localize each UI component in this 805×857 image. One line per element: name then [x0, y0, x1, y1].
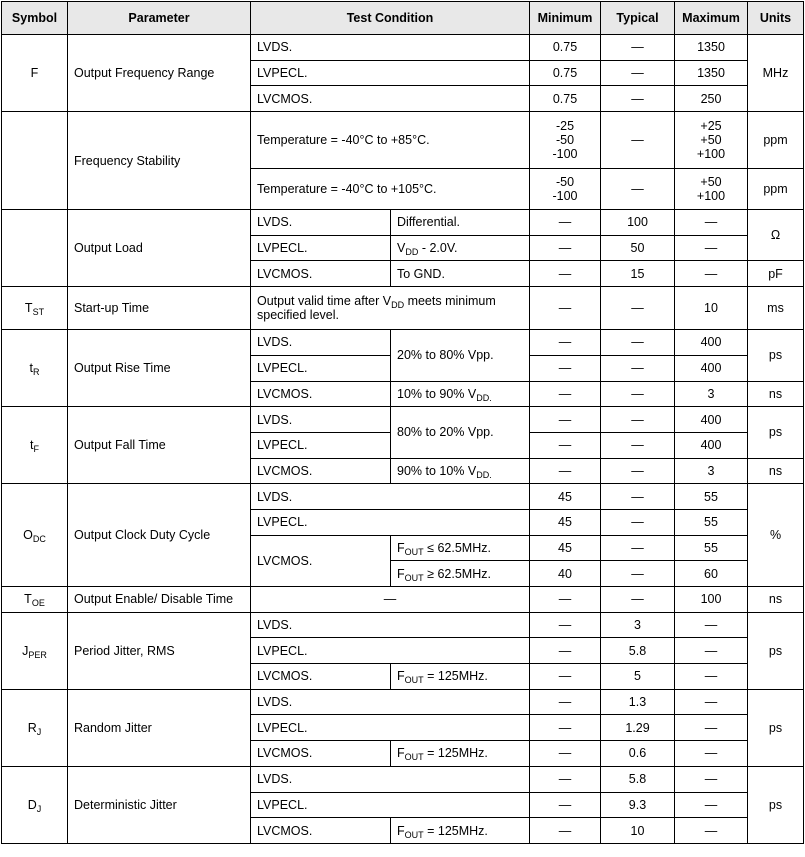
maximum-cell: —	[675, 612, 748, 638]
maximum-cell: —	[675, 638, 748, 664]
condition-cell: LVDS.	[251, 484, 530, 510]
typical-cell: —	[601, 535, 675, 561]
maximum-cell: 55	[675, 535, 748, 561]
table-row	[2, 210, 804, 236]
typical-cell: —	[601, 287, 675, 330]
typical-cell: 3	[601, 612, 675, 638]
table-row	[2, 689, 804, 715]
typical-cell: —	[601, 458, 675, 484]
symbol-cell: $R_J$	[2, 689, 68, 766]
parameter-cell: Output Clock Duty Cycle	[68, 484, 251, 587]
minimum-cell: —	[530, 587, 601, 613]
maximum-cell: 400	[675, 330, 748, 356]
condition-detail-cell: 20% to 80% Vpp.	[391, 330, 530, 381]
table-row	[2, 612, 804, 638]
maximum-cell: —	[675, 818, 748, 844]
parameter-cell: Period Jitter, RMS	[68, 612, 251, 689]
units-cell: ns	[748, 587, 804, 613]
header-symbol: Symbol	[2, 2, 68, 35]
condition-cell: LVDS.	[251, 689, 530, 715]
minimum-cell: —	[530, 638, 601, 664]
table-row	[2, 112, 804, 169]
condition-cell: LVPECL.	[251, 715, 530, 741]
condition-detail-cell: $F_{OUT} = 125MHz$.	[391, 741, 530, 767]
symbol-cell	[2, 35, 68, 112]
typical-cell: —	[601, 561, 675, 587]
condition-cell: LVPECL.	[251, 792, 530, 818]
parameter-cell: Output Fall Time	[68, 407, 251, 484]
condition-cell: LVPECL.	[251, 60, 530, 86]
condition-cell: LVDS.	[251, 407, 391, 433]
typical-cell: 1.29	[601, 715, 675, 741]
minimum-cell: —	[530, 741, 601, 767]
typical-cell: —	[601, 587, 675, 613]
units-cell: ps	[748, 612, 804, 689]
minimum-cell: —	[530, 210, 601, 236]
symbol-cell: $D_J$	[2, 766, 68, 843]
header-test-condition: Test Condition	[251, 2, 530, 35]
minimum-cell: —	[530, 355, 601, 381]
typical-cell: 9.3	[601, 792, 675, 818]
maximum-cell: —	[675, 689, 748, 715]
maximum-cell: —	[675, 766, 748, 792]
maximum-cell: 400	[675, 355, 748, 381]
condition-detail-cell: $F_{OUT} \le 62.5MHz$.	[391, 535, 530, 561]
condition-cell: LVCMOS.	[251, 458, 391, 484]
minimum-cell: —	[530, 766, 601, 792]
table-row	[2, 35, 804, 61]
condition-cell: Temperature = -40°C to +85°C.	[251, 112, 530, 169]
maximum-cell: —	[675, 210, 748, 236]
maximum-cell: —	[675, 741, 748, 767]
condition-detail-cell: 80% to 20% Vpp.	[391, 407, 530, 458]
condition-cell: LVCMOS.	[251, 261, 391, 287]
minimum-cell: -50 -100	[530, 169, 601, 210]
condition-detail-cell: To GND.	[391, 261, 530, 287]
specifications-table	[1, 1, 804, 844]
symbol-cell: $O_{DC}$	[2, 484, 68, 587]
typical-cell: 15	[601, 261, 675, 287]
symbol-cell	[2, 112, 68, 210]
maximum-cell: 1350	[675, 35, 748, 61]
condition-cell: Output valid time after $V_{DD}$ meets minimum specified level.	[251, 287, 530, 330]
minimum-cell: —	[530, 818, 601, 844]
minimum-cell: 0.75	[530, 35, 601, 61]
units-cell: ps	[748, 689, 804, 766]
maximum-cell: +50 +100	[675, 169, 748, 210]
parameter-cell: Output Frequency Range	[68, 35, 251, 112]
typical-cell: 0.6	[601, 741, 675, 767]
header-minimum: Minimum	[530, 2, 601, 35]
typical-cell: 5.8	[601, 766, 675, 792]
minimum-cell: 40	[530, 561, 601, 587]
typical-cell: —	[601, 484, 675, 510]
table-row	[2, 287, 804, 330]
units-cell: ppm	[748, 112, 804, 169]
symbol-cell: $T_{OE}$	[2, 587, 68, 613]
typical-cell: —	[601, 355, 675, 381]
minimum-cell: —	[530, 458, 601, 484]
header-maximum: Maximum	[675, 2, 748, 35]
minimum-cell: —	[530, 407, 601, 433]
condition-cell: LVCMOS.	[251, 381, 391, 407]
minimum-cell: —	[530, 330, 601, 356]
typical-cell: —	[601, 509, 675, 535]
condition-cell: Temperature = -40°C to +105°C.	[251, 169, 530, 210]
units-cell: MHz	[748, 35, 804, 112]
typical-cell: —	[601, 169, 675, 210]
condition-detail-cell: $F_{OUT} \ge 62.5MHz$.	[391, 561, 530, 587]
condition-cell: LVDS.	[251, 612, 530, 638]
maximum-cell: 400	[675, 407, 748, 433]
condition-cell: LVCMOS.	[251, 535, 391, 586]
minimum-cell: -25 -50 -100	[530, 112, 601, 169]
maximum-cell: 3	[675, 381, 748, 407]
table-row	[2, 407, 804, 433]
maximum-cell: —	[675, 261, 748, 287]
maximum-cell: —	[675, 792, 748, 818]
maximum-cell: —	[675, 235, 748, 261]
condition-cell: LVPECL.	[251, 638, 530, 664]
table-row	[2, 587, 804, 613]
condition-cell: LVDS.	[251, 210, 391, 236]
maximum-cell: 400	[675, 432, 748, 458]
maximum-cell: 10	[675, 287, 748, 330]
condition-cell: LVDS.	[251, 35, 530, 61]
typical-cell: 50	[601, 235, 675, 261]
typical-cell: —	[601, 381, 675, 407]
units-cell: ps	[748, 330, 804, 381]
symbol-text: F	[30, 66, 39, 81]
typical-cell: 5	[601, 664, 675, 690]
typical-cell: —	[601, 35, 675, 61]
table-row	[2, 330, 804, 356]
condition-detail-cell: 10% to 90% $V_{DD.}$	[391, 381, 530, 407]
maximum-cell: 100	[675, 587, 748, 613]
condition-cell: LVPECL.	[251, 432, 391, 458]
typical-cell: —	[601, 86, 675, 112]
condition-cell: LVDS.	[251, 766, 530, 792]
maximum-cell: —	[675, 715, 748, 741]
typical-cell: —	[601, 330, 675, 356]
minimum-cell: —	[530, 689, 601, 715]
typical-cell: 5.8	[601, 638, 675, 664]
maximum-cell: —	[675, 664, 748, 690]
condition-cell: LVCMOS.	[251, 664, 391, 690]
minimum-cell: 45	[530, 509, 601, 535]
maximum-cell: 55	[675, 484, 748, 510]
minimum-cell: —	[530, 664, 601, 690]
parameter-cell: Start-up Time	[68, 287, 251, 330]
symbol-cell	[2, 210, 68, 287]
table-row	[2, 766, 804, 792]
header-typical: Typical	[601, 2, 675, 35]
minimum-cell: —	[530, 792, 601, 818]
maximum-cell: 250	[675, 86, 748, 112]
maximum-cell: 1350	[675, 60, 748, 86]
units-cell: ns	[748, 381, 804, 407]
condition-detail-cell: 90% to 10% $V_{DD.}$	[391, 458, 530, 484]
minimum-cell: 45	[530, 484, 601, 510]
parameter-cell: Deterministic Jitter	[68, 766, 251, 843]
units-cell: ns	[748, 458, 804, 484]
units-cell: ps	[748, 766, 804, 843]
condition-cell: LVCMOS.	[251, 86, 530, 112]
symbol-cell: $t_F$	[2, 407, 68, 484]
maximum-cell: 60	[675, 561, 748, 587]
condition-cell: LVPECL.	[251, 509, 530, 535]
symbol-cell: $t_R$	[2, 330, 68, 407]
condition-cell: —	[251, 587, 530, 613]
minimum-cell: —	[530, 287, 601, 330]
header-parameter: Parameter	[68, 2, 251, 35]
minimum-cell: 0.75	[530, 86, 601, 112]
units-cell: Ω	[748, 210, 804, 261]
symbol-cell: $J_{PER}$	[2, 612, 68, 689]
parameter-cell: Frequency Stability	[68, 112, 251, 210]
condition-detail-cell: $F_{OUT} = 125MHz$.	[391, 818, 530, 844]
minimum-cell: —	[530, 261, 601, 287]
condition-cell: LVCMOS.	[251, 741, 391, 767]
maximum-cell: 55	[675, 509, 748, 535]
parameter-cell: Output Load	[68, 210, 251, 287]
parameter-cell: Output Rise Time	[68, 330, 251, 407]
typical-cell: —	[601, 407, 675, 433]
minimum-cell: 45	[530, 535, 601, 561]
units-cell: ms	[748, 287, 804, 330]
header-units: Units	[748, 2, 804, 35]
maximum-cell: 3	[675, 458, 748, 484]
symbol-cell: $T_{ST}$	[2, 287, 68, 330]
units-cell: pF	[748, 261, 804, 287]
condition-cell: LVPECL.	[251, 235, 391, 261]
condition-detail-cell: Differential.	[391, 210, 530, 236]
header-row	[2, 2, 804, 35]
condition-detail-cell: $V_{DD} - 2.0V$.	[391, 235, 530, 261]
maximum-cell: +25 +50 +100	[675, 112, 748, 169]
typical-cell: —	[601, 60, 675, 86]
minimum-cell: —	[530, 235, 601, 261]
parameter-cell: Output Enable/ Disable Time	[68, 587, 251, 613]
parameter-cell: Random Jitter	[68, 689, 251, 766]
units-cell: ppm	[748, 169, 804, 210]
typical-cell: 10	[601, 818, 675, 844]
condition-cell: LVDS.	[251, 330, 391, 356]
condition-detail-cell: $F_{OUT} = 125MHz$.	[391, 664, 530, 690]
minimum-cell: 0.75	[530, 60, 601, 86]
minimum-cell: —	[530, 612, 601, 638]
table-row	[2, 484, 804, 510]
typical-cell: 100	[601, 210, 675, 236]
units-cell: ps	[748, 407, 804, 458]
typical-cell: —	[601, 432, 675, 458]
minimum-cell: —	[530, 715, 601, 741]
typical-cell: 1.3	[601, 689, 675, 715]
typical-cell: —	[601, 112, 675, 169]
condition-cell: LVCMOS.	[251, 818, 391, 844]
condition-cell: LVPECL.	[251, 355, 391, 381]
units-cell: %	[748, 484, 804, 587]
minimum-cell: —	[530, 381, 601, 407]
minimum-cell: —	[530, 432, 601, 458]
